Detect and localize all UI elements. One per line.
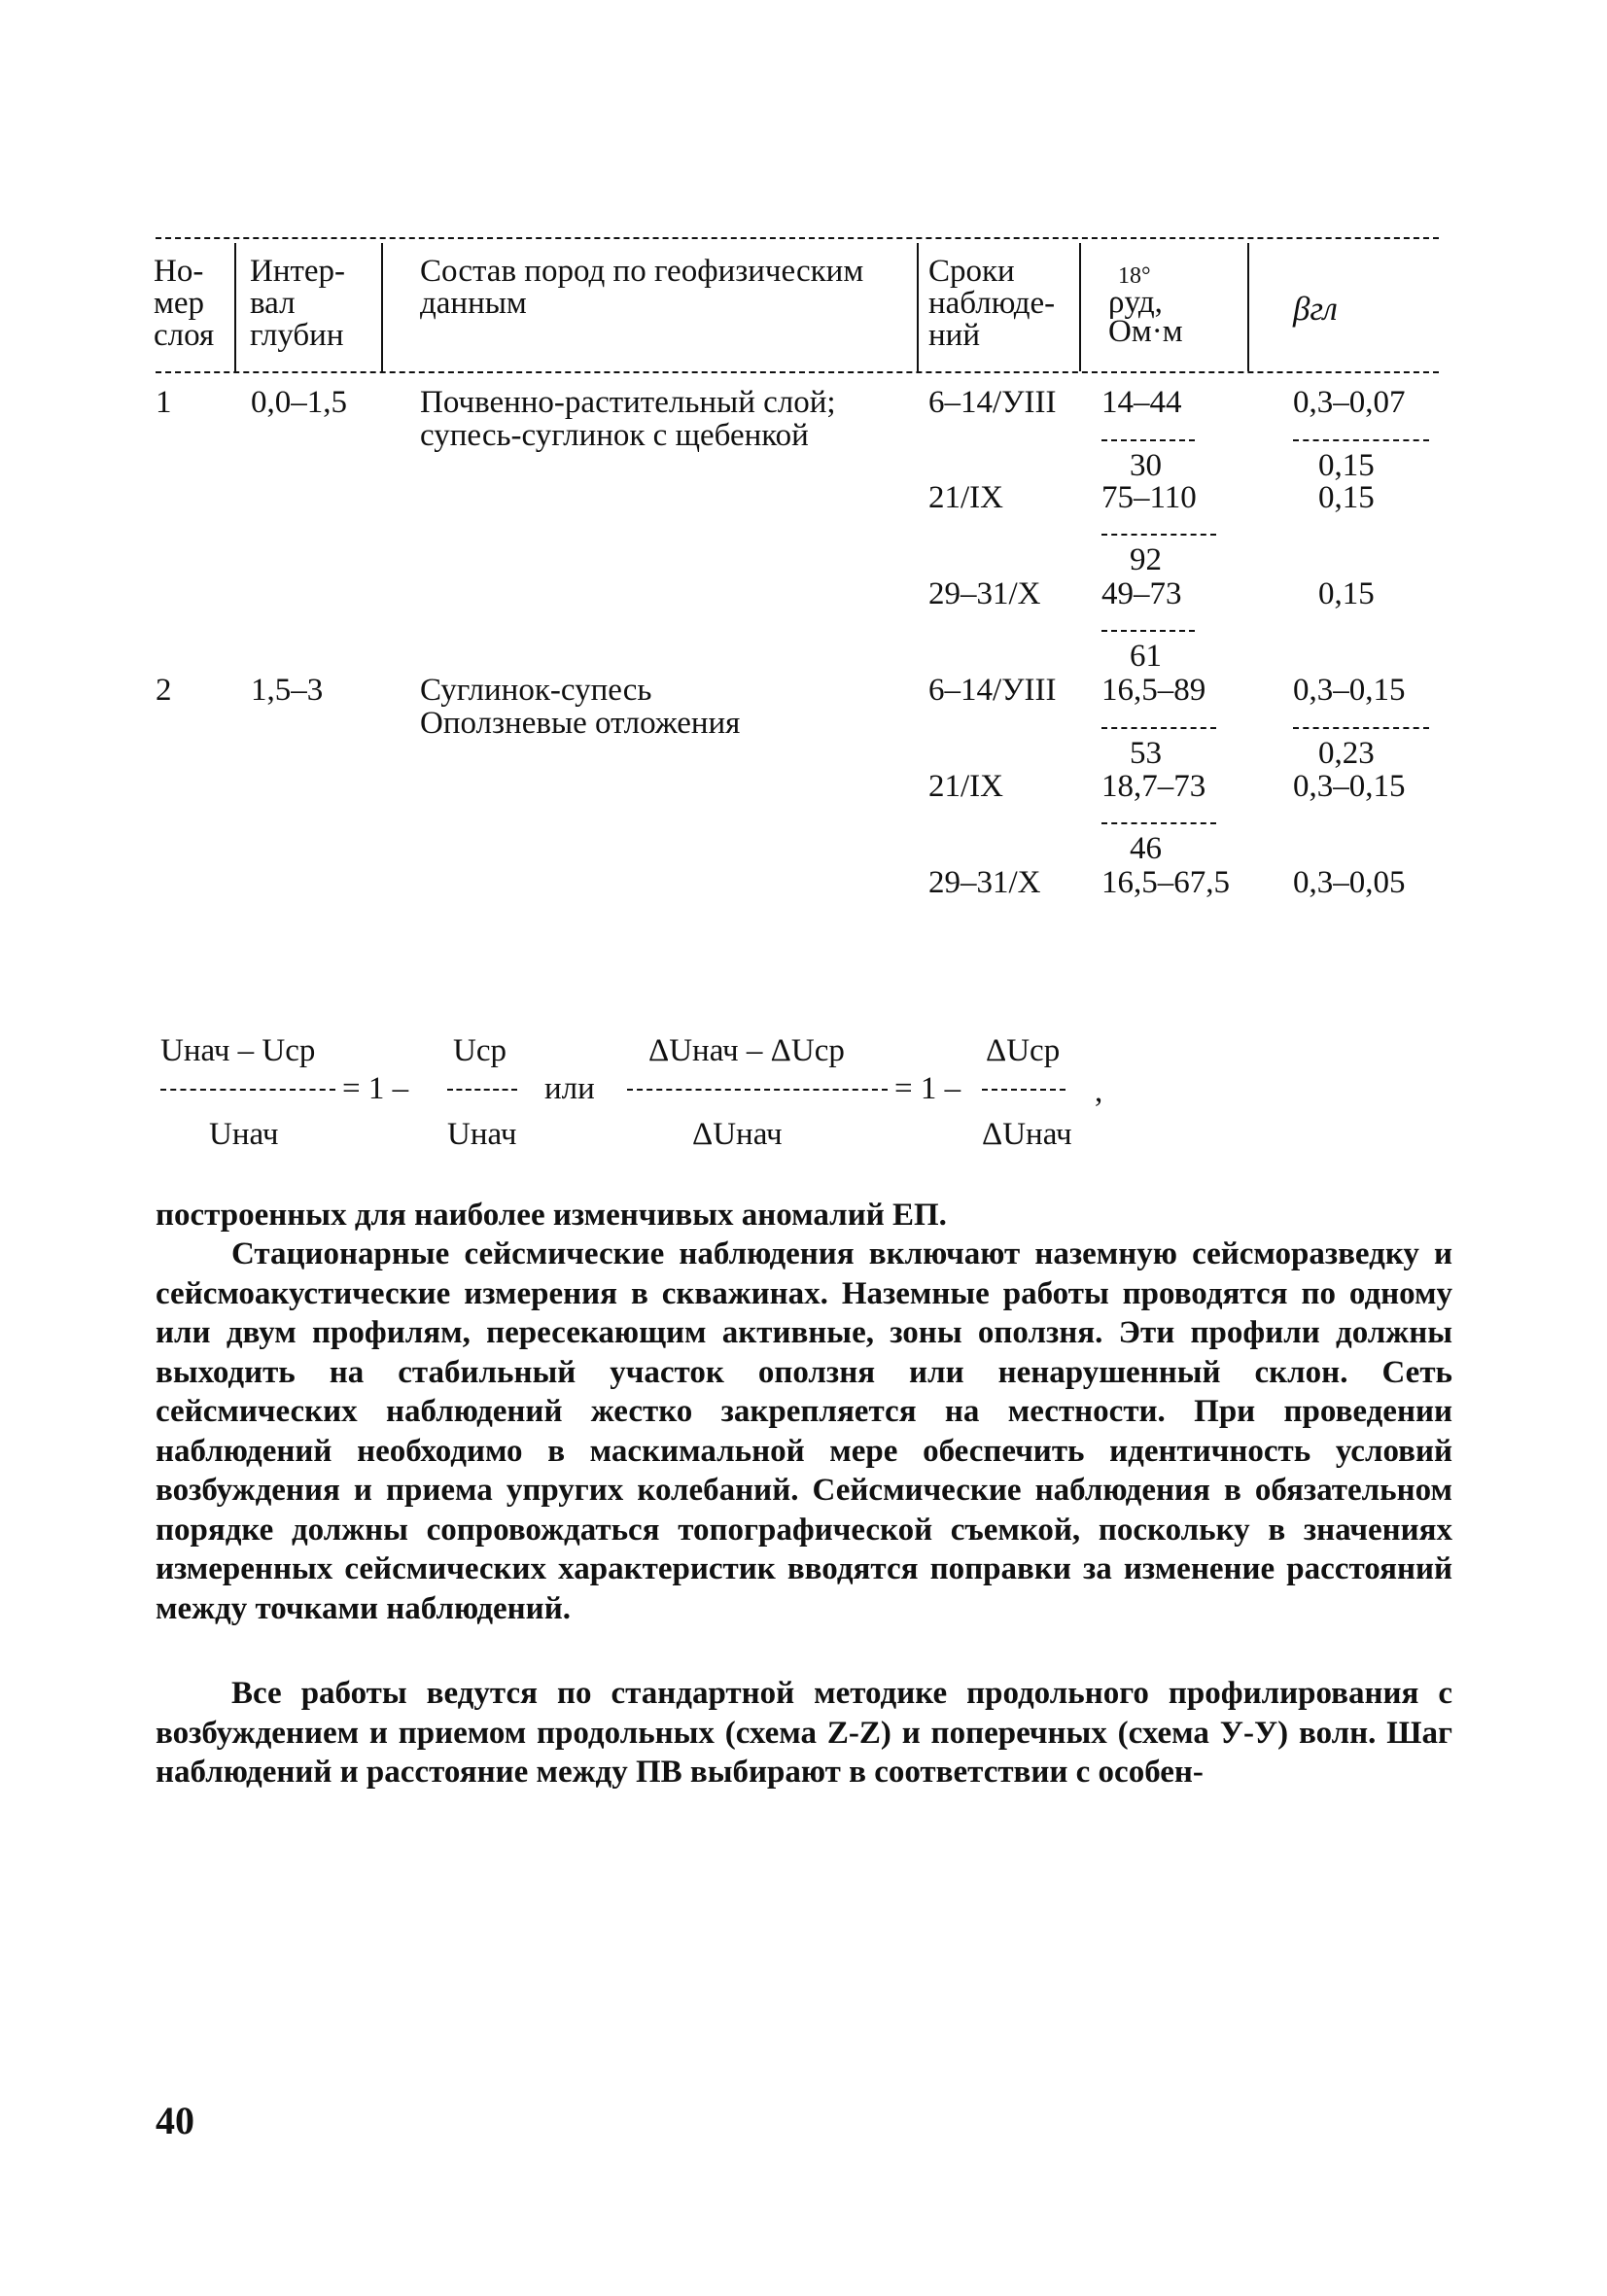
row1-obs3-beta: 0,15: [1318, 576, 1375, 611]
row1-obs3-rho-mean: 61: [1130, 639, 1162, 674]
formula-comma: ,: [1095, 1074, 1103, 1109]
rho-unit: Ом·м: [1108, 314, 1183, 349]
row2-obs1-rho-mean: 53: [1130, 736, 1162, 771]
row1-obs2-rho-range: 75–110: [1101, 480, 1197, 515]
row2-obs2-rho-bar: [1101, 822, 1216, 824]
row2-obs1-rho-bar: [1101, 727, 1216, 729]
formula-far-bar: [982, 1089, 1066, 1091]
header-beta: βгл: [1293, 290, 1338, 328]
row1-obs1-beta-mean: 0,15: [1318, 448, 1375, 483]
formula-or: или: [544, 1071, 595, 1106]
row2-obs1-rho-range: 16,5–89: [1101, 673, 1206, 708]
row1-obs2-rho-mean: 92: [1130, 542, 1162, 577]
row1-obs3-rho-bar: [1101, 630, 1195, 632]
row1-composition-2: супесь-суглинок с щебенкой: [420, 418, 809, 453]
row1-obs2-date: 21/IX: [928, 480, 1003, 515]
row1-obs3-rho-range: 49–73: [1101, 576, 1182, 611]
row2-obs2-beta: 0,3–0,15: [1293, 769, 1406, 804]
row1-obs1-rho-bar: [1101, 439, 1195, 441]
row2-interval: 1,5–3: [251, 673, 324, 708]
row2-obs3-beta: 0,3–0,05: [1293, 865, 1406, 900]
row1-obs1-rho-range: 14–44: [1101, 385, 1182, 420]
row2-obs3-date: 29–31/X: [928, 865, 1041, 900]
formula-right-denominator: ΔUнач: [692, 1117, 783, 1152]
formula-right-bar: [627, 1089, 888, 1091]
formula-equals-one: = 1 –: [342, 1071, 409, 1106]
col-sep-4: [1079, 243, 1081, 371]
paragraph-2: Стационарные сейсмические наблюдения включают наземную сейсморазведку и сейсмоакустические измерения в скважинах. Наземные работы проводятся по одному или двум профилям, пересекающим активные, зоны оползня. Эти профили должны выходить на стабильный участок оползня или ненарушенный склон. Сеть сейсмических наблюдений жестко закрепляется на местности. При проведении наблюдений необходимо в маскимальной мере обеспечить идентичность условий возбуждения и приема упругих колебаний. Сейсмические наблюдения в обязательном порядке должны сопровождаться топографической съемкой, поскольку в значениях измеренных сейсмических характеристик вводятся поправки за изменение расстояний между точками наблюдений.: [156, 1236, 1452, 1626]
formula-far-denominator: ΔUнач: [982, 1117, 1072, 1152]
row1-interval: 0,0–1,5: [251, 385, 347, 420]
header-interval: Интер- вал глубин: [250, 254, 346, 353]
col-sep-5: [1247, 243, 1249, 371]
paragraph-1: построенных для наиболее изменчивых аномалий ЕП.: [156, 1198, 947, 1233]
row1-obs2-beta: 0,15: [1318, 480, 1375, 515]
row2-obs1-beta-bar: [1293, 727, 1429, 729]
row2-obs2-rho-mean: 46: [1130, 831, 1162, 866]
row1-obs1-beta-bar: [1293, 439, 1429, 441]
row2-obs3-rho-range: 16,5–67,5: [1101, 865, 1230, 900]
row2-obs1-beta-range: 0,3–0,15: [1293, 673, 1406, 708]
row2-obs1-beta-mean: 0,23: [1318, 736, 1375, 771]
row1-obs1-rho-mean: 30: [1130, 448, 1162, 483]
rho-temperature: 18°: [1118, 263, 1151, 289]
formula-right-numerator: ΔUнач – ΔUср: [648, 1033, 845, 1068]
row2-obs2-date: 21/IX: [928, 769, 1003, 804]
row2-composition-1: Суглинок-супесь: [420, 673, 652, 708]
row1-obs2-rho-bar: [1101, 534, 1216, 536]
row1-obs1-beta-range: 0,3–0,07: [1293, 385, 1406, 420]
col-sep-1: [234, 243, 236, 371]
row2-obs2-rho-range: 18,7–73: [1101, 769, 1206, 804]
table-header-rule: [156, 371, 1439, 373]
formula-left-bar: [160, 1089, 335, 1091]
formula-left-numerator: Uнач – Uср: [160, 1033, 316, 1068]
formula-mid-numerator: Uср: [453, 1033, 507, 1068]
row1-obs1-date: 6–14/УIII: [928, 385, 1057, 420]
row2-obs1-date: 6–14/УIII: [928, 673, 1057, 708]
col-sep-3: [917, 243, 919, 371]
rho-symbol: ρуд,: [1108, 285, 1163, 320]
row2-composition-2: Оползневые отложения: [420, 706, 741, 741]
header-dates: Сроки наблюде- ний: [928, 254, 1056, 353]
row2-layer: 2: [156, 673, 172, 708]
formula-equals-one-2: = 1 –: [894, 1071, 961, 1106]
page-number: 40: [156, 2099, 194, 2142]
table-top-rule: [156, 237, 1439, 239]
formula-mid-denominator: Uнач: [447, 1117, 517, 1152]
row1-obs3-date: 29–31/X: [928, 576, 1041, 611]
row1-layer: 1: [156, 385, 172, 420]
row1-composition-1: Почвенно-растительный слой;: [420, 385, 836, 420]
formula-mid-bar: [447, 1089, 517, 1091]
header-rho: [1108, 263, 1183, 349]
formula-far-numerator: ΔUср: [986, 1033, 1061, 1068]
col-sep-2: [381, 243, 383, 371]
header-composition: Состав пород по геофизическим данным: [420, 254, 864, 321]
header-layer-no: Но- мер слоя: [154, 254, 215, 353]
formula-left-denominator: Uнач: [209, 1117, 279, 1152]
paragraph-3: Все работы ведутся по стандартной методике продольного профилирования с возбуждением и приемом продольных (схема Z-Z) и поперечных (схема У-У) волн. Шаг наблюдений и расстояние между ПВ выбирают в соответствии с особен-: [156, 1676, 1452, 1790]
